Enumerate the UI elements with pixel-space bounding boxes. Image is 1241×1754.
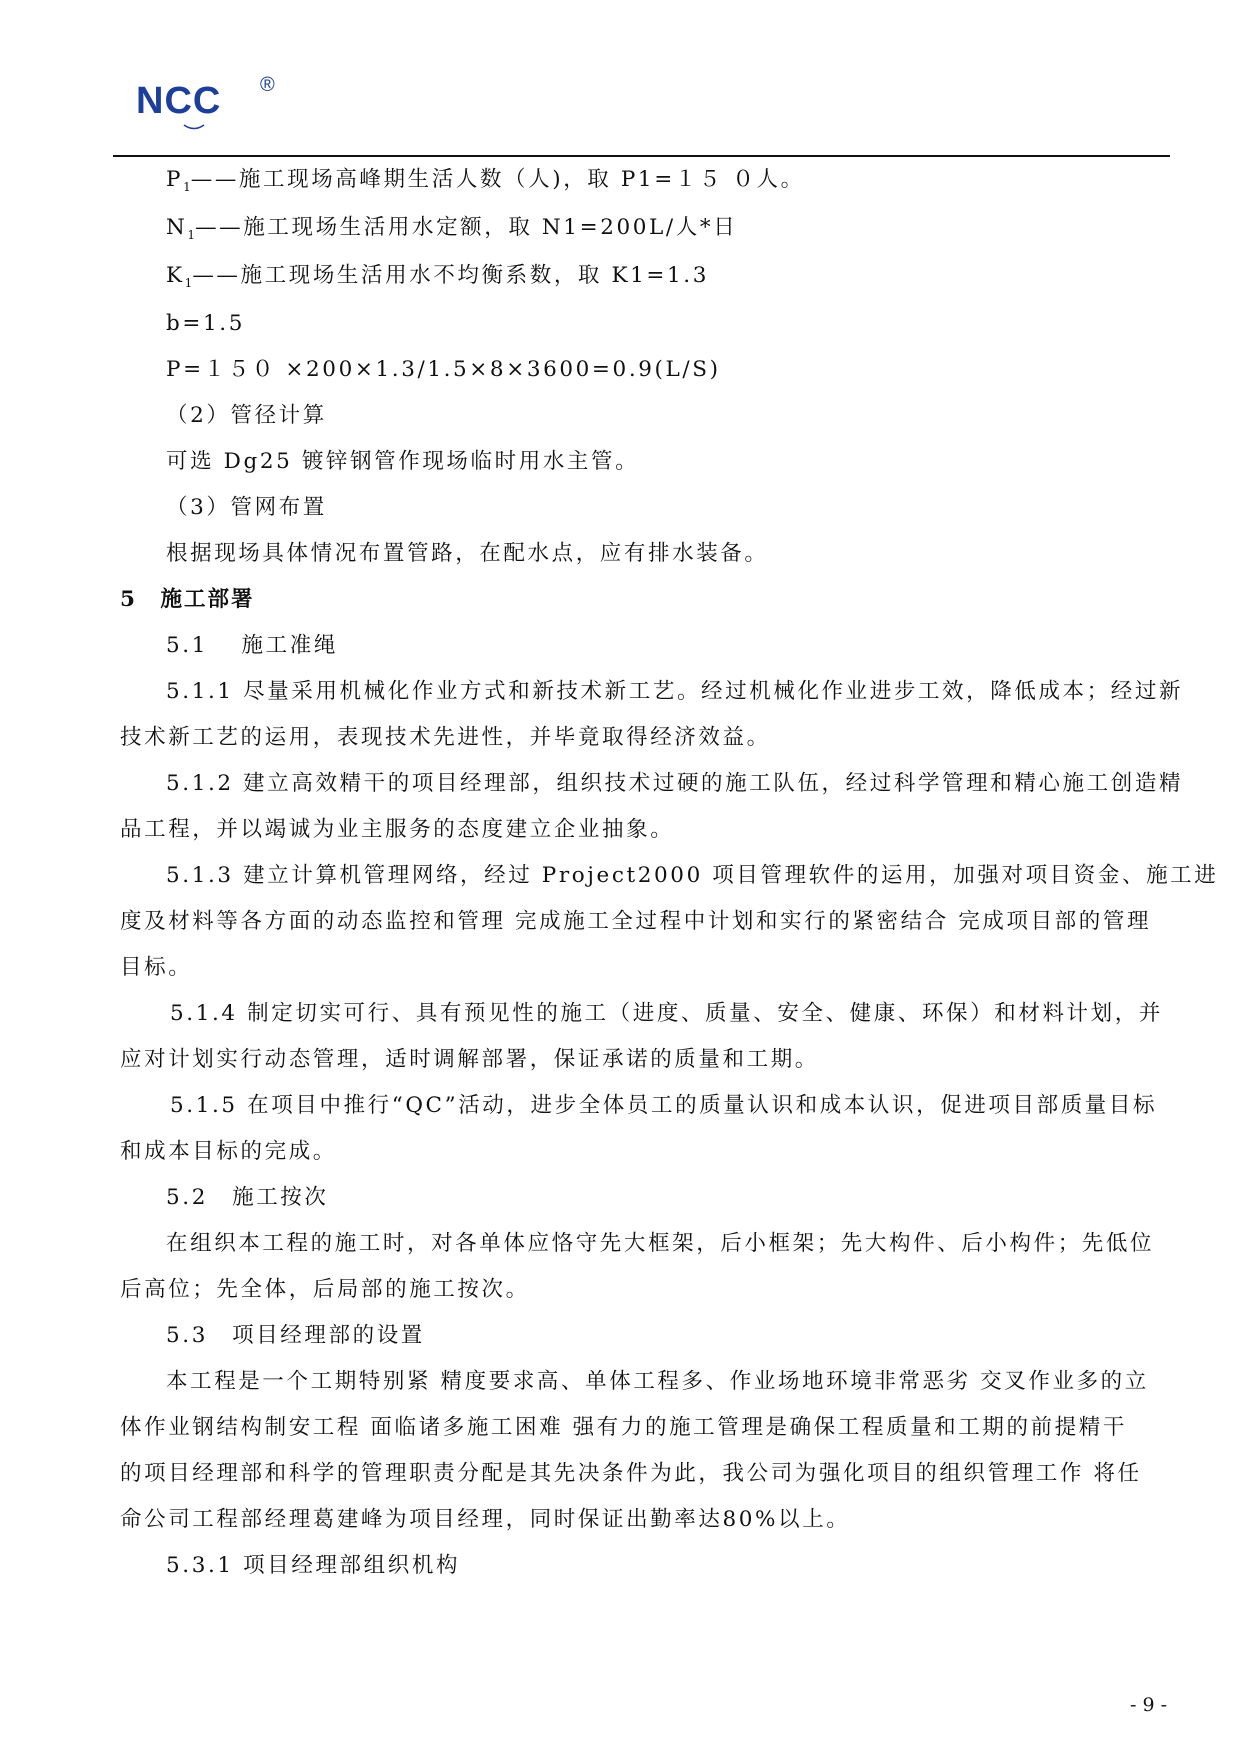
text-run: 5.1.2 建立高效精干的项目经理部，组织技术过硬的施工队伍，经过科学管理和精心施工创造精 xyxy=(166,771,1184,796)
body-line xyxy=(120,1129,1170,1175)
body-line xyxy=(120,945,1170,991)
text-run: b=1.5 xyxy=(166,311,245,336)
text-run: （2）管径计算 xyxy=(166,403,327,428)
text-run: 5.3.1 项目经理部组织机构 xyxy=(166,1553,461,1578)
body-line xyxy=(120,253,1170,301)
text-run: 5.2 施工按次 xyxy=(166,1185,329,1210)
text-run: 技术新工艺的运用，表现技术先进性，并毕竟取得经济效益。 xyxy=(120,725,771,750)
text-run: 5.1.4 制定切实可行、具有预见性的施工（进度、质量、安全、健康、环保）和材料计划，并 xyxy=(170,1001,1163,1026)
text-run: 和成本目标的完成。 xyxy=(120,1139,337,1164)
body-line xyxy=(120,991,1170,1037)
page-number: - 9 - xyxy=(1130,1694,1168,1716)
body-line xyxy=(120,1405,1170,1451)
body-line xyxy=(120,1267,1170,1313)
text-run: （3）管网布置 xyxy=(166,495,327,520)
body-line xyxy=(120,205,1170,253)
text-run: 体作业钢结构制安工程 面临诸多施工困难 强有力的施工管理是确保工程质量和工期的前提精干 xyxy=(120,1415,1127,1440)
text-run: ——施工现场生活用水不均衡系数，取 K1=1.3 xyxy=(192,263,709,288)
text-run: 在组织本工程的施工时，对各单体应恪守先大框架，后小框架；先大构件、后小构件；先低位 xyxy=(166,1231,1155,1256)
body-line xyxy=(120,485,1170,531)
section-heading xyxy=(120,577,1170,623)
text-run: 目标。 xyxy=(120,955,193,980)
body-line xyxy=(120,1313,1170,1359)
logo-text: NCC xyxy=(136,80,222,122)
subscript: 1 xyxy=(187,228,196,242)
text-run: 应对计划实行动态管理，适时调解部署，保证承诺的质量和工期。 xyxy=(120,1047,819,1072)
body-line xyxy=(120,669,1184,715)
text-run: 可选 Dg25 镀锌钢管作现场临时用水主管。 xyxy=(166,449,640,474)
subscript: 1 xyxy=(184,276,193,290)
body-line xyxy=(120,1497,1170,1543)
body-line xyxy=(120,439,1170,485)
body-line xyxy=(120,715,1170,761)
body-line xyxy=(120,761,1184,807)
text-run: K xyxy=(166,263,185,288)
body-line xyxy=(120,1221,1170,1267)
registered-mark: ® xyxy=(260,74,275,96)
logo-swoosh-icon xyxy=(182,122,206,132)
body-line xyxy=(120,1175,1170,1221)
text-run: 5.1.3 建立计算机管理网络，经过 Project2000 项目管理软件的运用，加强对项目资金、施工进 xyxy=(166,863,1219,888)
text-run: P xyxy=(166,167,184,192)
body-line xyxy=(120,531,1170,577)
text-run: 根据现场具体情况布置管路，在配水点，应有排水装备。 xyxy=(166,541,769,566)
body-line xyxy=(120,899,1170,945)
text-run: 5.3 项目经理部的设置 xyxy=(166,1323,425,1348)
body-line xyxy=(120,393,1170,439)
document-body xyxy=(120,157,1219,1589)
ncc-logo xyxy=(136,74,286,140)
body-line xyxy=(120,347,1170,393)
body-line xyxy=(120,1543,1170,1589)
text-run: P=１５０ ×200×1.3/1.5×8×3600=0.9(L/S) xyxy=(166,357,721,382)
text-run: 命公司工程部经理葛建峰为项目经理，同时保证出勤率达80%以上。 xyxy=(120,1507,851,1532)
body-line xyxy=(120,853,1219,899)
body-line xyxy=(120,1451,1170,1497)
body-line xyxy=(120,807,1170,853)
body-line xyxy=(120,1037,1170,1083)
text-run: N xyxy=(166,215,188,240)
text-run: ——施工现场高峰期生活人数（人)，取 P1=１５ ０人。 xyxy=(190,167,805,192)
text-run: 度及材料等各方面的动态监控和管理 完成施工全过程中计划和实行的紧密结合 完成项目部的管理 xyxy=(120,909,1152,934)
text-run: 5.1.5 在项目中推行“QC”活动，进步全体员工的质量认识和成本认识，促进项目部质量目标 xyxy=(170,1093,1158,1118)
body-line xyxy=(120,157,1170,205)
text-run: 的项目经理部和科学的管理职责分配是其先决条件为此，我公司为强化项目的组织管理工作 将任 xyxy=(120,1461,1142,1486)
text-run: ——施工现场生活用水定额，取 N1=200L/人*日 xyxy=(195,215,738,240)
text-run: 5 施工部署 xyxy=(120,587,255,612)
text-run: 本工程是一个工期特别紧 精度要求高、单体工程多、作业场地环境非常恶劣 交叉作业多的立 xyxy=(166,1369,1149,1394)
text-run: 5.1.1 尽量采用机械化作业方式和新技术新工艺。经过机械化作业进步工效，降低成本；经过新 xyxy=(166,679,1184,704)
body-line xyxy=(120,1083,1170,1129)
body-line xyxy=(120,1359,1170,1405)
text-run: 后高位；先全体，后局部的施工按次。 xyxy=(120,1277,530,1302)
body-line xyxy=(120,301,1170,347)
text-run: 品工程，并以竭诚为业主服务的态度建立企业抽象。 xyxy=(120,817,675,842)
body-line xyxy=(120,623,1170,669)
text-run: 5.1 施工准绳 xyxy=(166,633,338,658)
subscript: 1 xyxy=(183,180,191,194)
